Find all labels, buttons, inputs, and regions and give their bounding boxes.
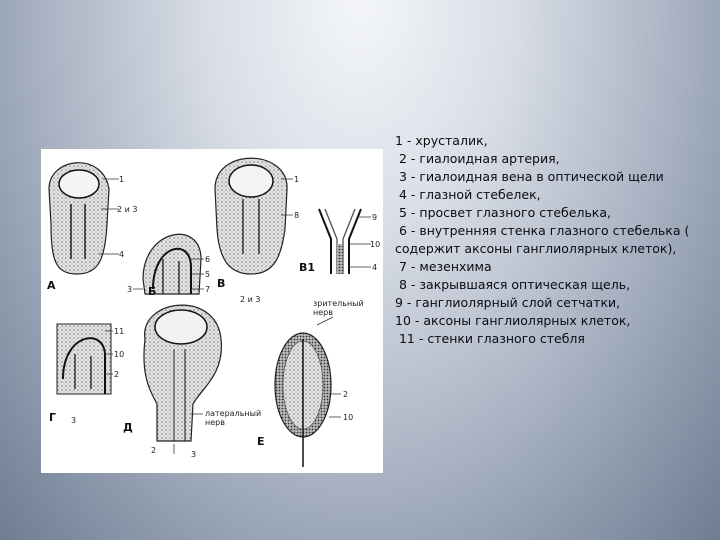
legend-item-2: 2 - гиалоидная артерия, (395, 151, 560, 166)
stage-label-v1: В1 (299, 261, 316, 274)
stage-label-g: Г (49, 411, 57, 424)
stage-g-drawing (57, 324, 113, 394)
stage-b-drawing (133, 234, 204, 294)
callout-e-1: зрительный нерв (313, 299, 364, 317)
callout-g-1: 11 (114, 327, 125, 336)
stage-e-drawing (275, 317, 341, 467)
legend-item-1: 1 - хрусталик, (395, 133, 488, 148)
stage-label-a: А (47, 279, 56, 292)
legend-item-9: 9 - ганглиолярный слой сетчатки, (395, 295, 621, 310)
callout-a-3: 4 (119, 250, 125, 259)
legend-item-6: 6 - внутренняя стенка глазного стебелька ( содержит аксоны ганглиолярных клеток), (395, 223, 694, 256)
callout-e-2: 2 (343, 390, 349, 399)
callout-d-3: 3 (191, 450, 197, 459)
callout-a-2: 2 и 3 (117, 205, 138, 214)
stage-label-v: В (217, 277, 226, 290)
stage-label-b: Б (148, 285, 157, 298)
callout-b-4: 7 (205, 285, 211, 294)
legend-item-8: 8 - закрывшаяся оптическая щель, (395, 277, 631, 292)
legend-item-5: 5 - просвет глазного стебелька, (395, 205, 611, 220)
stage-d-drawing (144, 305, 222, 454)
legend-item-10: 10 - аксоны ганглиолярных клеток, (395, 313, 631, 328)
callout-b-3: 5 (205, 270, 211, 279)
callout-v-caption: 2 и 3 (240, 295, 261, 304)
callout-d-2: 2 (151, 446, 157, 455)
callout-g-3: 2 (114, 370, 120, 379)
stage-label-e: Е (257, 435, 265, 448)
stage-label-d: Д (123, 421, 133, 434)
legend-item-4: 4 - глазной стебелек, (395, 187, 541, 202)
callout-g-4: 3 (71, 416, 77, 425)
callout-v1-2: 10 (370, 240, 381, 249)
callout-e-3: 10 (343, 413, 354, 422)
legend-item-7: 7 - мезенхима (395, 259, 492, 274)
stage-a-drawing (49, 163, 119, 274)
callout-g-2: 10 (114, 350, 125, 359)
callout-a-1: 1 (119, 175, 125, 184)
callout-d-1: латеральный нерв (205, 409, 262, 427)
callout-b-1: 3 (127, 285, 133, 294)
legend-item-3: 3 - гиалоидная вена в оптической щели (395, 169, 664, 184)
legend-item-11: 11 - стенки глазного стебля (395, 331, 585, 346)
callout-v-1: 1 (294, 175, 300, 184)
figure-panel (41, 149, 383, 473)
callout-b-2: 6 (205, 255, 211, 264)
stage-v-drawing (215, 158, 293, 274)
stage-v1-drawing (319, 209, 371, 274)
callout-v1-3: 4 (372, 263, 378, 272)
callout-v-2: 8 (294, 211, 300, 220)
legend-text (395, 132, 695, 348)
callout-v1-1: 9 (372, 213, 378, 222)
